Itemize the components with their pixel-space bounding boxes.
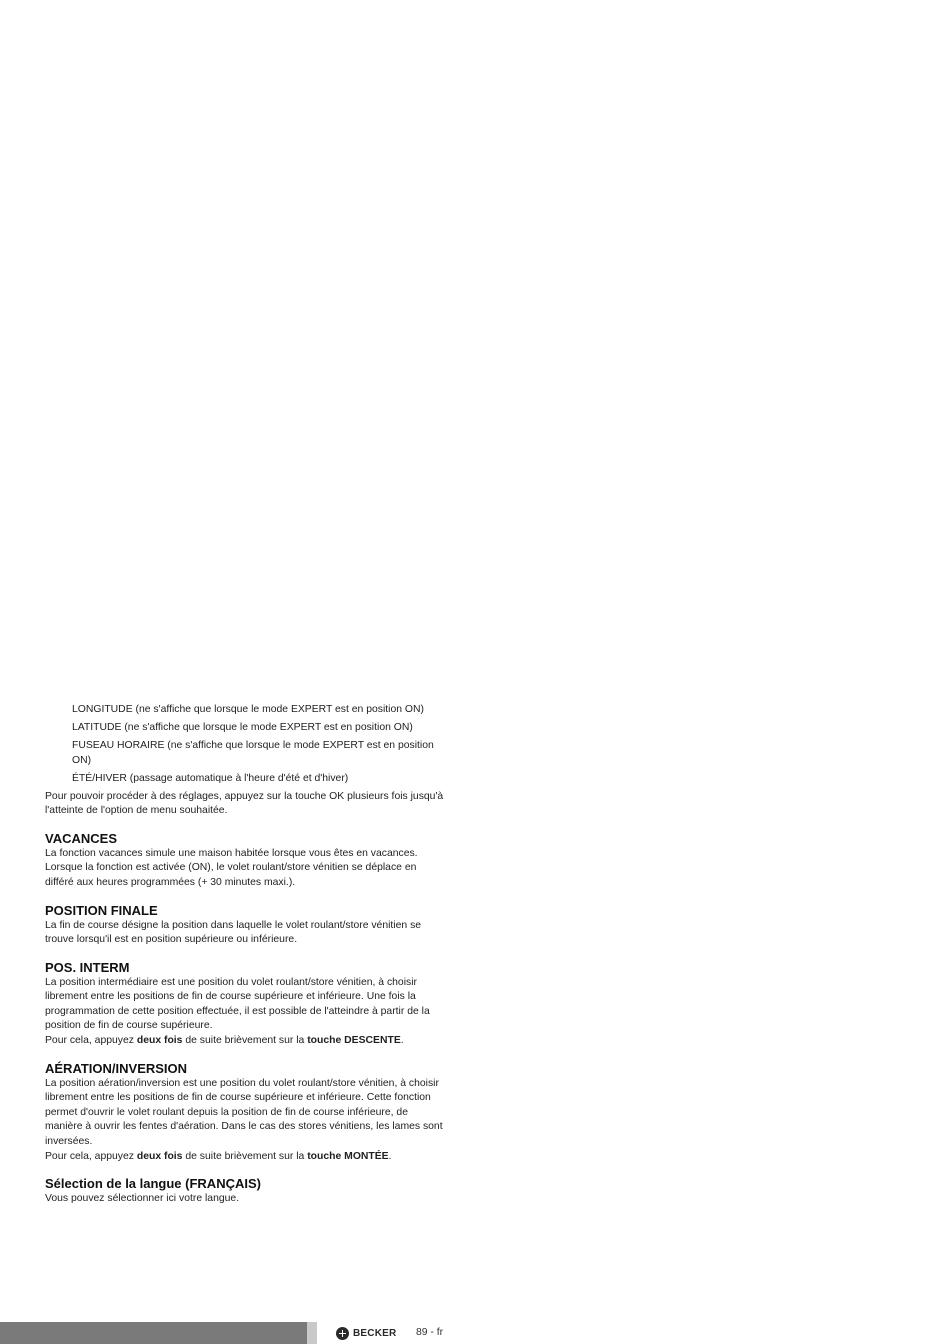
page-number: 89 - fr bbox=[416, 1327, 444, 1338]
section-aeration bbox=[45, 1061, 447, 1165]
vacances-paragraph-2: Lorsque la fonction est activée (ON), le volet roulant/store vénitien se déplace en différé aux heures programmées (+ 30 minutes maxi.). bbox=[45, 862, 417, 888]
pos-interm-p2-end: . bbox=[400, 1035, 404, 1047]
aeration-p2-pre: Pour cela, appuyez bbox=[45, 1150, 137, 1162]
langue-paragraph: Vous pouvez sélectionner ici votre langue. bbox=[45, 1193, 240, 1205]
aeration-p2-mid: de suite brièvement sur la bbox=[182, 1150, 308, 1162]
aeration-p2-bold-2: touche MONTÉE bbox=[307, 1150, 389, 1162]
list-item-fuseau-horaire: FUSEAU HORAIRE (ne s'affiche que lorsque le mode EXPERT est en position ON) bbox=[72, 739, 434, 766]
section-vacances bbox=[45, 831, 447, 891]
pos-interm-paragraph-1: La position intermédiaire est une position du volet roulant/store vénitien, à choisir librement entre les positions de fin de course supérieure et inférieure. Une fois la programmation de cette position effectuée, il est possible de l'atteindre à partir de la position de fin de course supérieure. bbox=[45, 976, 430, 1032]
becker-logo-text: BECKER bbox=[353, 1327, 397, 1339]
pos-interm-p2-bold-2: touche DESCENTE bbox=[307, 1035, 401, 1047]
list-item-longitude: LONGITUDE (ne s'affiche que lorsque le mode EXPERT est en position ON) bbox=[72, 704, 424, 715]
section-title-aeration: AÉRATION/INVERSION bbox=[45, 1060, 188, 1076]
section-position-finale bbox=[45, 903, 447, 948]
position-finale-paragraph: La fin de course désigne la position dans laquelle le volet roulant/store vénitien se trouve lorsqu'il est en position supérieure ou inférieure. bbox=[45, 919, 422, 946]
section-title-position-finale: POSITION FINALE bbox=[45, 902, 158, 918]
vacances-paragraph-1: La fonction vacances simule une maison habitée lorsque vous êtes en vacances. bbox=[45, 847, 418, 859]
footer-bar-accent bbox=[307, 1322, 317, 1344]
pos-interm-p2-pre: Pour cela, appuyez bbox=[45, 1035, 137, 1047]
aeration-p2-bold-1: deux fois bbox=[136, 1150, 183, 1162]
aeration-paragraph-2 bbox=[45, 1150, 447, 1165]
section-pos-interm bbox=[45, 960, 447, 1049]
becker-logo-icon bbox=[336, 1327, 349, 1340]
pos-interm-p2-mid: de suite brièvement sur la bbox=[182, 1035, 308, 1047]
main-content bbox=[45, 703, 447, 1207]
section-title-pos-interm: POS. INTERM bbox=[45, 959, 130, 975]
becker-logo bbox=[336, 1326, 396, 1340]
list-item-latitude: LATITUDE (ne s'affiche que lorsque le mode EXPERT est en position ON) bbox=[72, 721, 413, 733]
aeration-p2-end: . bbox=[388, 1150, 392, 1162]
section-langue bbox=[45, 1176, 447, 1207]
intro-paragraph: Pour pouvoir procéder à des réglages, appuyez sur la touche OK plusieurs fois jusqu'à l'atteinte de l'option de menu souhaitée. bbox=[45, 790, 444, 817]
section-title-langue: Sélection de la langue (FRANÇAIS) bbox=[45, 1176, 261, 1192]
pos-interm-p2-bold-1: deux fois bbox=[136, 1035, 183, 1047]
section-title-vacances: VACANCES bbox=[45, 830, 117, 846]
list-item-ete-hiver: ÉTÉ/HIVER (passage automatique à l'heure d'été et d'hiver) bbox=[72, 772, 349, 784]
aeration-paragraph-1: La position aération/inversion est une position du volet roulant/store vénitien, à choisir librement entre les positions de fin de course supérieure et inférieure. Cette fonction permet d'ouvrir le volet roulant depuis la position de fin de course inférieure, de manière à ouvrir les fentes d'aération. Dans le cas des stores vénitiens, les lames sont inversées. bbox=[45, 1077, 443, 1148]
footer-bar bbox=[0, 1322, 307, 1344]
pos-interm-paragraph-2 bbox=[45, 1034, 447, 1049]
